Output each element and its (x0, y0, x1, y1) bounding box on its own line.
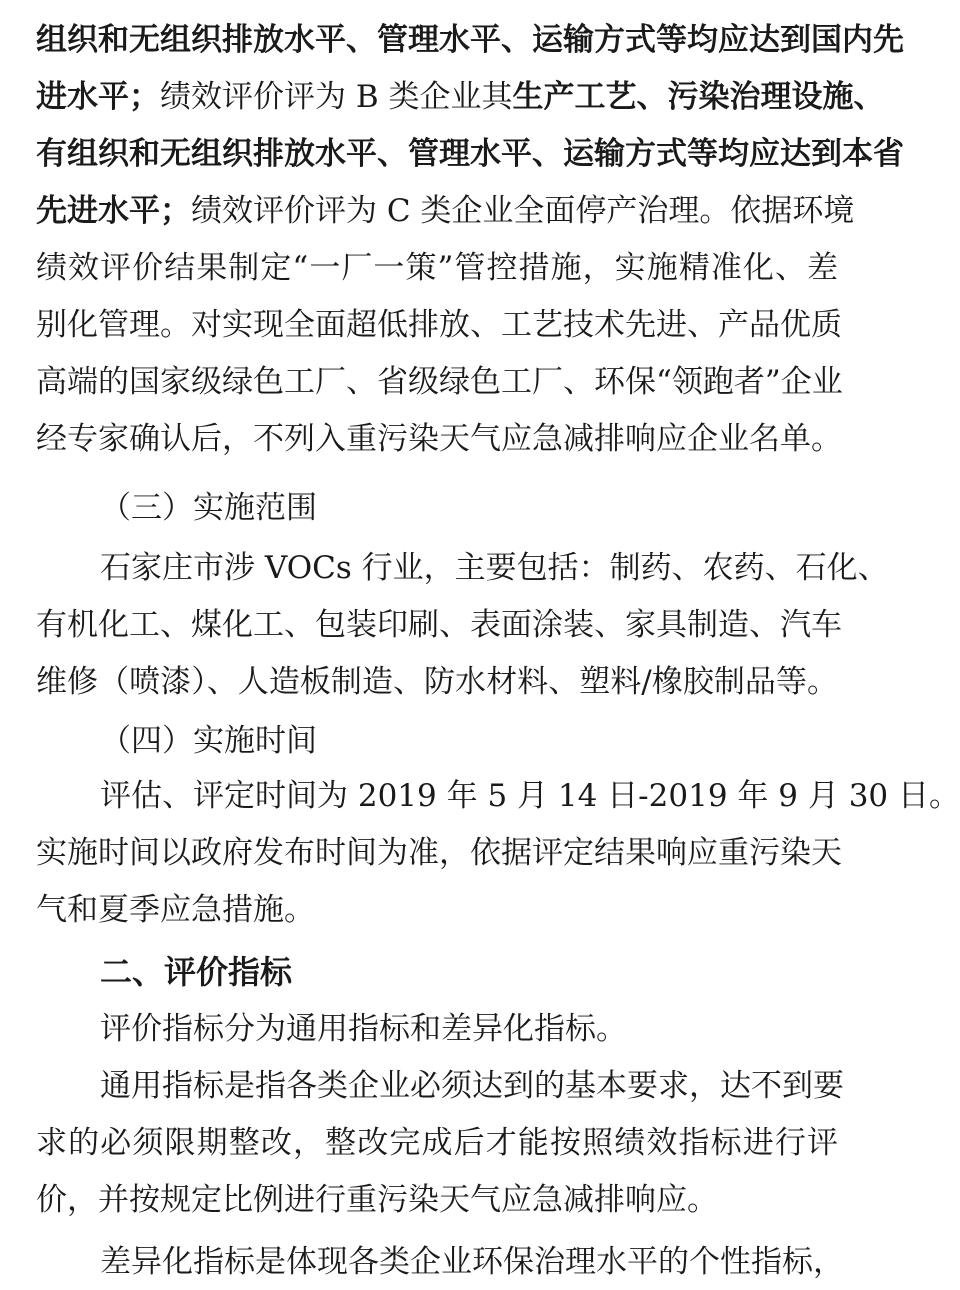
section-heading: （四）实施时间 (100, 723, 317, 759)
text-line: 维修（喷漆）、人造板制造、防水材料、塑料/橡胶制品等。 (36, 664, 838, 700)
text-run: 绩效评价评为 C 类企业全面停产治理。依据环境 (191, 193, 855, 229)
text-run: 生产工艺、污染治理设施、 (512, 79, 885, 115)
part-heading: 二、评价指标 (100, 953, 293, 991)
text-line: 气和夏季应急措施。 (36, 892, 315, 928)
text-run: 绩效评价评为 B 类企业其 (160, 79, 513, 115)
text-line: 求的必须限期整改，整改完成后才能按照绩效指标进行评 (36, 1125, 838, 1161)
text-line: 评估、评定时间为 2019 年 5 月 14 日-2019 年 9 月 30 日。 (100, 778, 960, 814)
text-line: 评价指标分为通用指标和差异化指标。 (100, 1011, 627, 1047)
text-line: 有机化工、煤化工、包装印刷、表面涂装、家具制造、汽车 (36, 607, 842, 643)
text-line: 绩效评价结果制定“一厂一策”管控措施，实施精准化、差 (36, 250, 838, 286)
text-line: 实施时间以政府发布时间为准，依据评定结果响应重污染天 (36, 835, 842, 871)
text-line: 别化管理。对实现全面超低排放、工艺技术先进、产品优质 (36, 307, 842, 343)
text-line: 价，并按规定比例进行重污染天气应急减排响应。 (36, 1182, 718, 1218)
text-line: 石家庄市涉 VOCs 行业，主要包括：制药、农药、石化、 (100, 550, 889, 586)
section-heading: （三）实施范围 (100, 490, 317, 526)
text-line: 高端的国家级绿色工厂、省级绿色工厂、环保“领跑者”企业 (36, 364, 843, 400)
text-line: 差异化指标是体现各类企业环保治理水平的个性指标， (100, 1244, 844, 1280)
text-line: 组织和无组织排放水平、管理水平、运输方式等均应达到国内先 (36, 22, 904, 58)
text-line: 经专家确认后，不列入重污染天气应急减排响应企业名单。 (36, 421, 842, 457)
text-line (0, 187, 860, 235)
text-line (0, 73, 885, 121)
text-run: 先进水平； (36, 193, 191, 229)
text-line: 有组织和无组织排放水平、管理水平、运输方式等均应达到本省 (36, 136, 904, 172)
text-run: 进水平； (36, 79, 160, 115)
text-line: 通用指标是指各类企业必须达到的基本要求，达不到要 (100, 1068, 844, 1104)
